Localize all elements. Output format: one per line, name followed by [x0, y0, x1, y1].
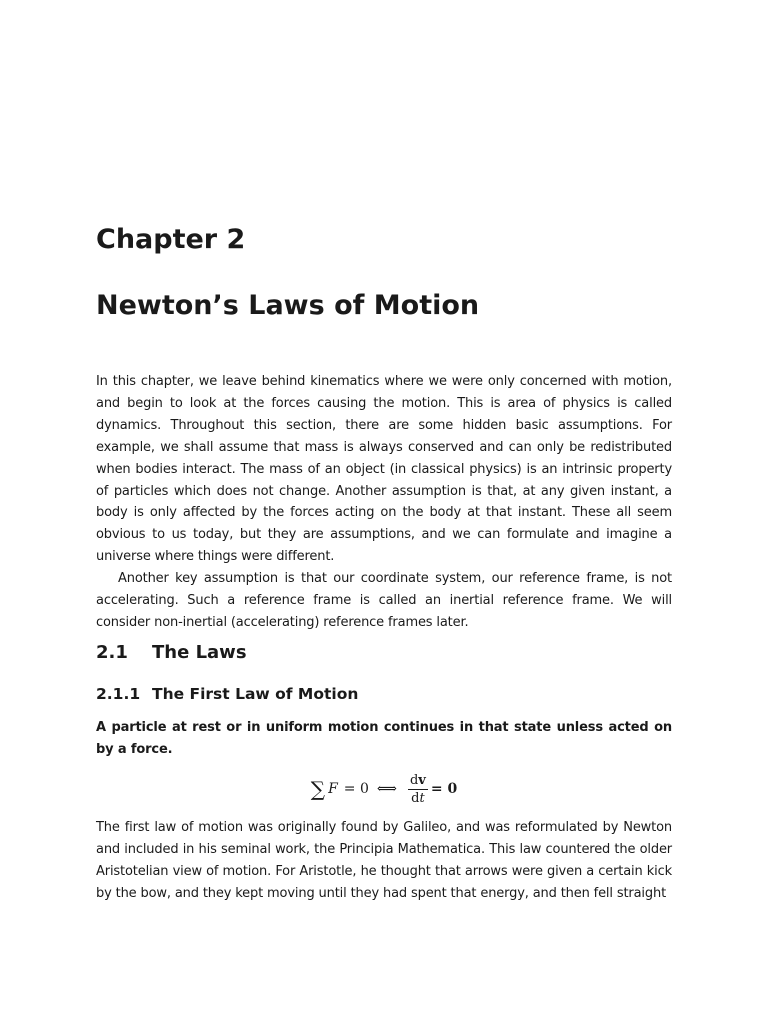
- intro-paragraph: In this chapter, we leave behind kinematics where we were only concerned with motion, and begin to look at the forces causing the motion. This is area of physics is called dynamics. Throughout this section, there are some hidden basic assumptions. For example, we shall assume that mass is always conserved and can only be redistributed when bodies interact. The mass of an object (in classical physics) is an intrinsic property of particles which does not change. Another assumption is that, at any given instant, a body is only affected by the forces acting on the body at that instant. These all seem obvious to us today, but they are assumptions, and we can formulate and imagine a universe where things were different.: [96, 374, 672, 565]
- body-paragraph: The first law of motion was originally found by Galileo, and was reformulated by Newton and included in his seminal work, the Principia Mathematica. This law countered the older Aristotelian view of motion. For Aristotle, he thought that arrows were given a certain kick by the bow, and they kept moving until they had spent that energy, and then fell straight: [96, 820, 672, 901]
- velocity-vector: v: [418, 772, 426, 788]
- first-law-equation: [96, 768, 672, 810]
- body-text: [96, 817, 672, 905]
- time-variable: t: [419, 790, 425, 806]
- force-variable: F: [328, 781, 338, 797]
- subsection-number: 2.1.1: [96, 685, 141, 703]
- equals-zero: = 0: [343, 781, 369, 797]
- iff-symbol: ⟺: [376, 781, 397, 797]
- intro-text: [96, 371, 672, 634]
- section-heading: [96, 640, 247, 666]
- equals-zero-vector: = 0: [430, 781, 458, 797]
- chapter-label: Chapter 2: [96, 224, 246, 255]
- document-page: [96, 0, 672, 1024]
- fraction-numerator: [408, 773, 428, 790]
- chapter-title: Newton’s Laws of Motion: [96, 290, 480, 321]
- law-statement: A particle at rest or in uniform motion continues in that state unless acted on by a force.: [96, 720, 672, 757]
- section-number: 2.1: [96, 642, 128, 663]
- intro-paragraph: Another key assumption is that our coordinate system, our reference frame, is not accelerating. Such a reference frame is called an inertial reference frame. We will consider non-inertial (accelerating) reference frames later.: [96, 571, 672, 630]
- summation-symbol: ∑: [310, 777, 326, 801]
- denominator-d: d: [411, 790, 420, 806]
- fraction-denominator: [411, 790, 425, 806]
- numerator-d: d: [409, 772, 419, 788]
- derivative-fraction: [408, 773, 428, 806]
- subsection-title: The First Law of Motion: [152, 685, 359, 703]
- subsection-heading: [96, 683, 358, 705]
- section-title: The Laws: [152, 642, 247, 663]
